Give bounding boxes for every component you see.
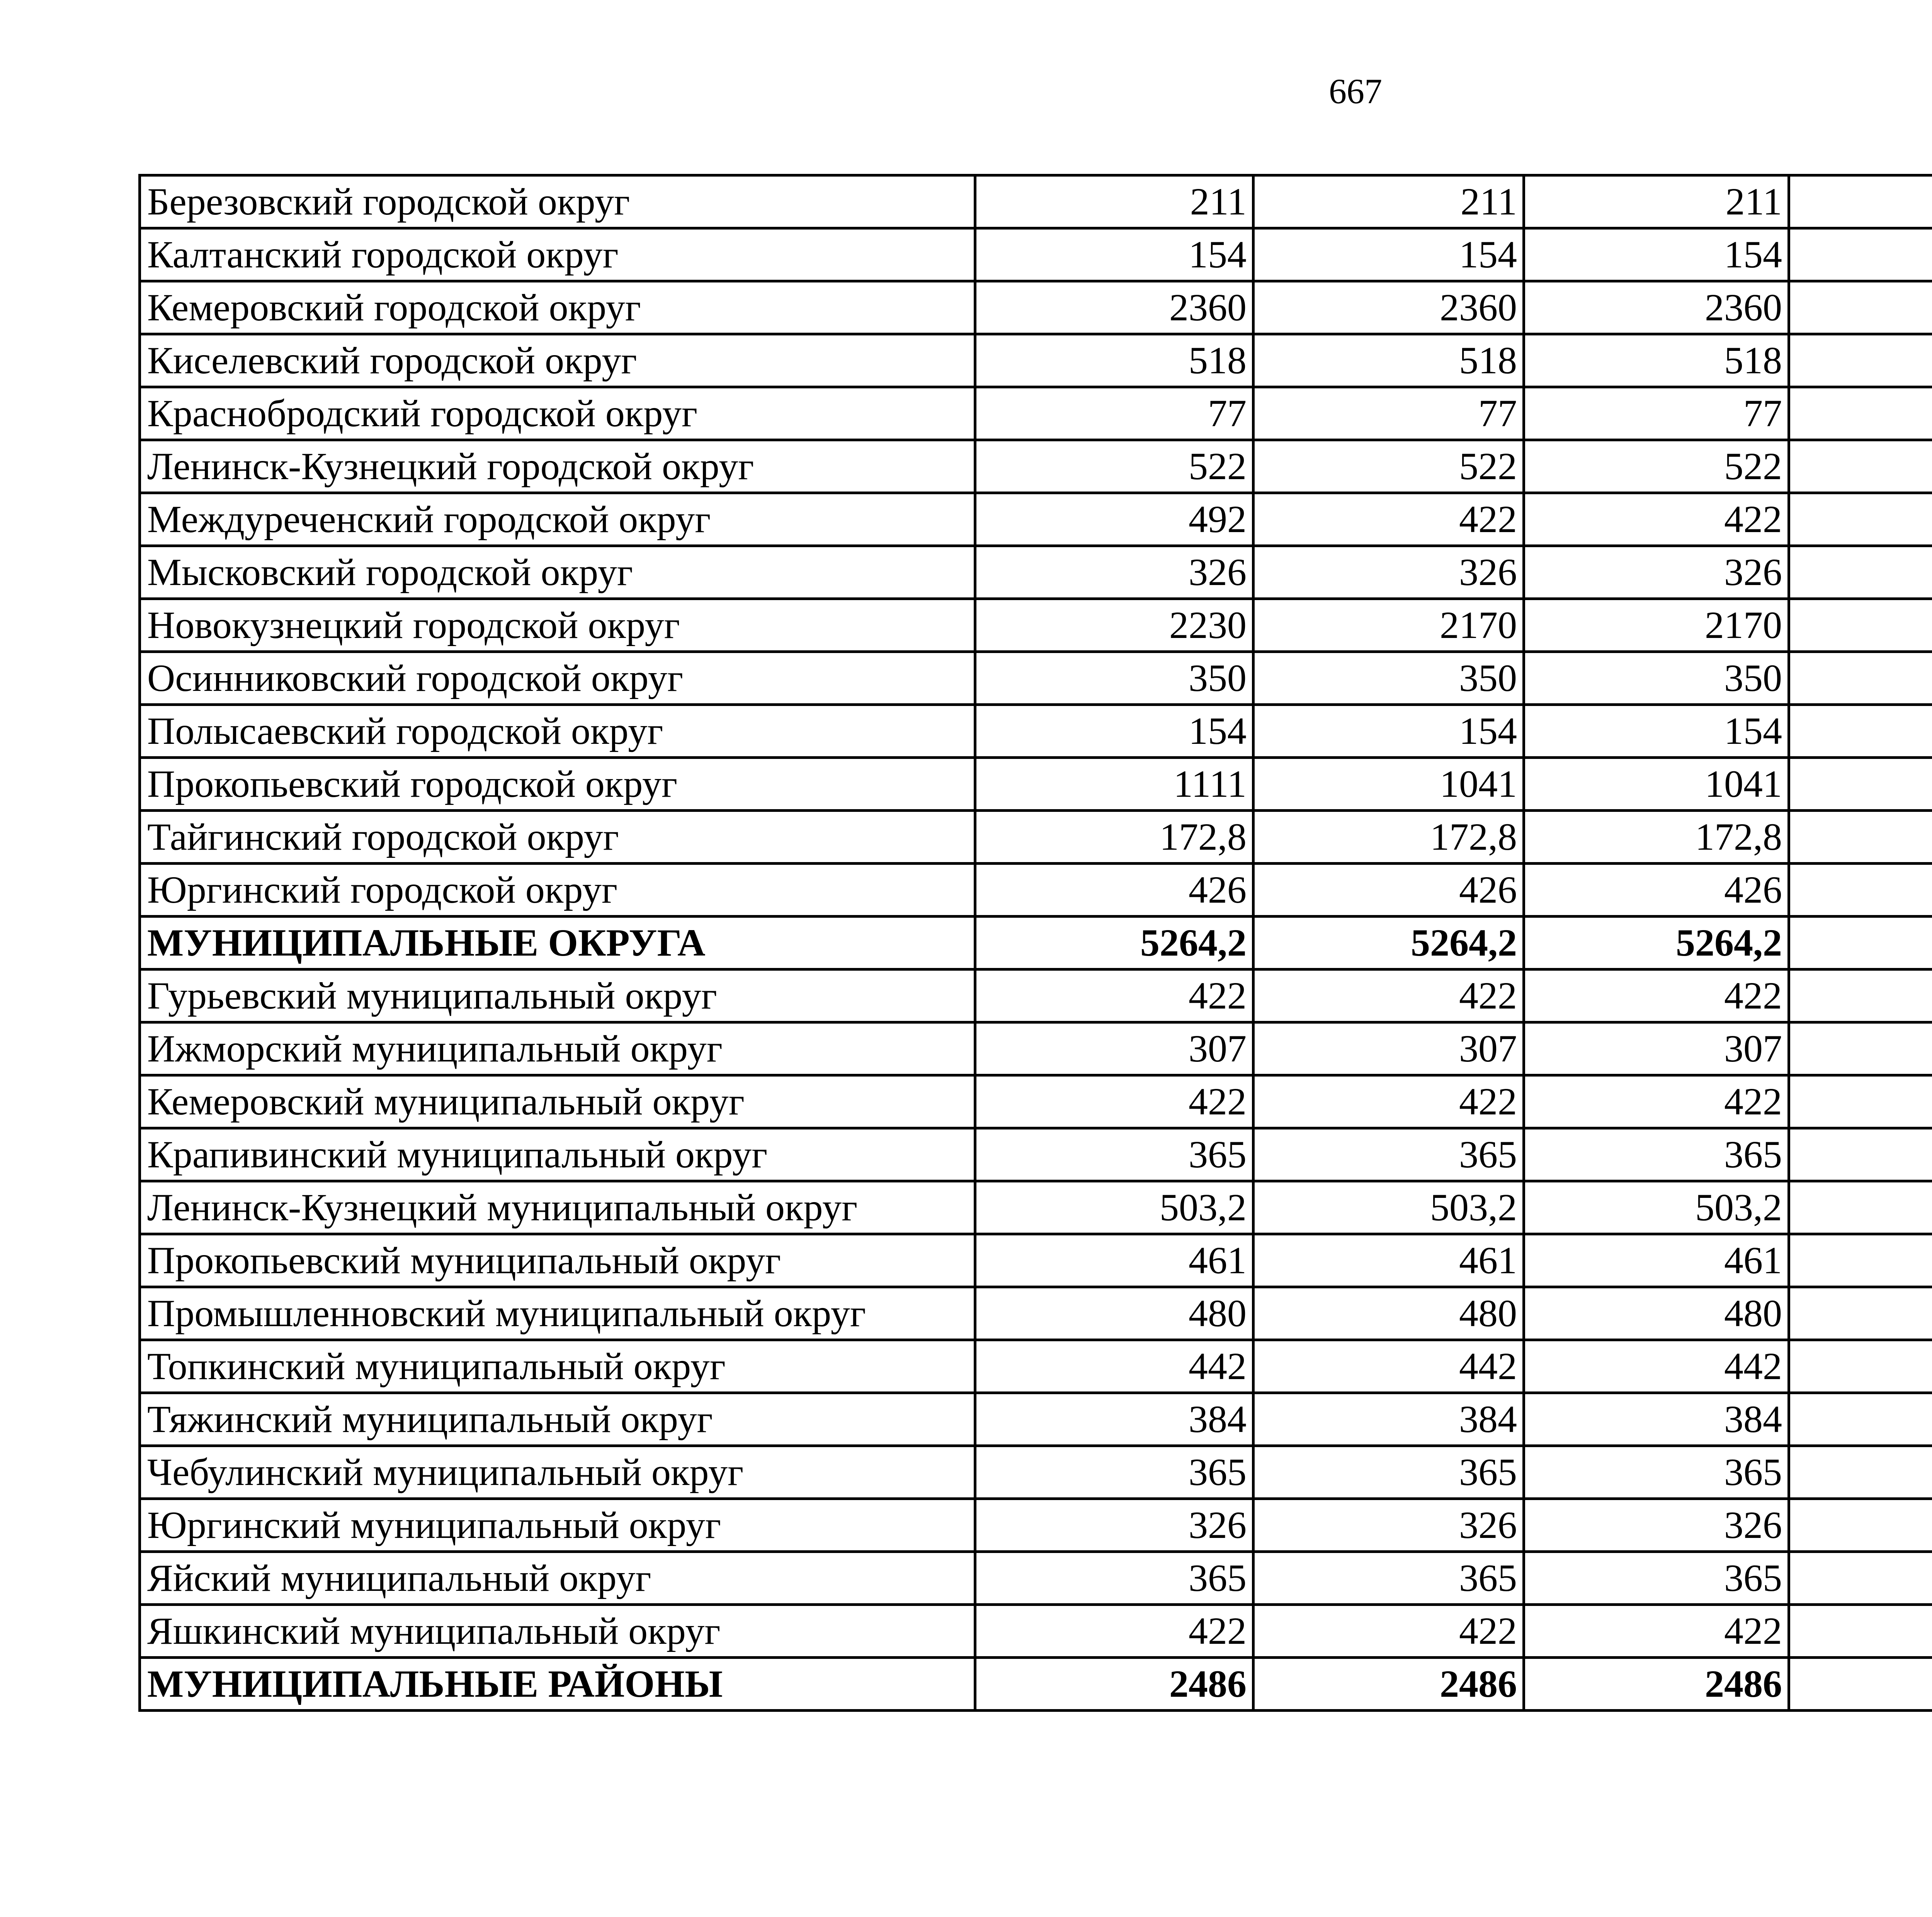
table-row bbox=[140, 334, 1932, 387]
row-name-cell: Юргинский городской округ bbox=[140, 864, 975, 917]
table-row bbox=[140, 175, 1932, 228]
value-cell-col2: 422 bbox=[1253, 1075, 1524, 1128]
value-cell-col3: 480 bbox=[1524, 1287, 1789, 1340]
row-name-cell: Прокопьевский муниципальный округ bbox=[140, 1234, 975, 1287]
row-name-cell: Калтанский городской округ bbox=[140, 228, 975, 281]
value-cell-col3: 2486 bbox=[1524, 1658, 1789, 1711]
table-row bbox=[140, 228, 1932, 281]
value-cell-col2: 172,8 bbox=[1253, 811, 1524, 864]
value-cell-col1: 77 bbox=[975, 387, 1253, 440]
table-row bbox=[140, 970, 1932, 1022]
value-cell-col4 bbox=[1789, 1181, 1932, 1234]
row-name-cell: Осинниковский городской округ bbox=[140, 652, 975, 705]
value-cell-col1: 2360 bbox=[975, 281, 1253, 334]
value-cell-col1: 172,8 bbox=[975, 811, 1253, 864]
value-cell-col4 bbox=[1789, 1234, 1932, 1287]
value-cell-col1: 480 bbox=[975, 1287, 1253, 1340]
row-name-cell: Киселевский городской округ bbox=[140, 334, 975, 387]
value-cell-col1: 211 bbox=[975, 175, 1253, 228]
table-row bbox=[140, 1552, 1932, 1605]
row-name-cell: Кемеровский городской округ bbox=[140, 281, 975, 334]
value-cell-col1: 1111 bbox=[975, 758, 1253, 811]
table-row bbox=[140, 705, 1932, 758]
value-cell-col4 bbox=[1789, 1393, 1932, 1446]
table-row bbox=[140, 1075, 1932, 1128]
value-cell-col1: 326 bbox=[975, 1499, 1253, 1552]
value-cell-col4 bbox=[1789, 811, 1932, 864]
row-name-cell: Чебулинский муниципальный округ bbox=[140, 1446, 975, 1499]
value-cell-col3: 211 bbox=[1524, 175, 1789, 228]
value-cell-col3: 326 bbox=[1524, 546, 1789, 599]
table-row bbox=[140, 758, 1932, 811]
table-total-row bbox=[140, 1658, 1932, 1711]
value-cell-col3: 1041 bbox=[1524, 758, 1789, 811]
row-name-cell: Тяжинский муниципальный округ bbox=[140, 1393, 975, 1446]
value-cell-col2: 5264,2 bbox=[1253, 917, 1524, 970]
value-cell-col2: 365 bbox=[1253, 1552, 1524, 1605]
table-row bbox=[140, 1446, 1932, 1499]
value-cell-col3: 503,2 bbox=[1524, 1181, 1789, 1234]
value-cell-col4 bbox=[1789, 546, 1932, 599]
row-name-cell: Топкинский муниципальный округ bbox=[140, 1340, 975, 1393]
table-row bbox=[140, 1022, 1932, 1075]
value-cell-col3: 365 bbox=[1524, 1552, 1789, 1605]
row-name-cell: Гурьевский муниципальный округ bbox=[140, 970, 975, 1022]
value-cell-col1: 365 bbox=[975, 1552, 1253, 1605]
value-cell-col2: 518 bbox=[1253, 334, 1524, 387]
value-cell-col3: 518 bbox=[1524, 334, 1789, 387]
value-cell-col4 bbox=[1789, 1340, 1932, 1393]
value-cell-col1: 518 bbox=[975, 334, 1253, 387]
value-cell-col3: 326 bbox=[1524, 1499, 1789, 1552]
row-name-cell: Новокузнецкий городской округ bbox=[140, 599, 975, 652]
value-cell-col3: 5264,2 bbox=[1524, 917, 1789, 970]
value-cell-col2: 2170 bbox=[1253, 599, 1524, 652]
value-cell-col3: 442 bbox=[1524, 1340, 1789, 1393]
value-cell-col1: 365 bbox=[975, 1446, 1253, 1499]
table-row bbox=[140, 1287, 1932, 1340]
value-cell-col2: 522 bbox=[1253, 440, 1524, 493]
table-body bbox=[140, 175, 1932, 1711]
value-cell-col4 bbox=[1789, 758, 1932, 811]
value-cell-col3: 77 bbox=[1524, 387, 1789, 440]
value-cell-col3: 154 bbox=[1524, 228, 1789, 281]
value-cell-col1: 307 bbox=[975, 1022, 1253, 1075]
value-cell-col1: 422 bbox=[975, 1075, 1253, 1128]
row-name-cell: Тайгинский городской округ bbox=[140, 811, 975, 864]
value-cell-col2: 2360 bbox=[1253, 281, 1524, 334]
value-cell-col4 bbox=[1789, 1075, 1932, 1128]
table-row bbox=[140, 1234, 1932, 1287]
value-cell-col1: 5264,2 bbox=[975, 917, 1253, 970]
value-cell-col3: 365 bbox=[1524, 1128, 1789, 1181]
table-row bbox=[140, 281, 1932, 334]
value-cell-col2: 365 bbox=[1253, 1446, 1524, 1499]
value-cell-col3: 350 bbox=[1524, 652, 1789, 705]
row-name-cell: Ленинск-Кузнецкий городской округ bbox=[140, 440, 975, 493]
value-cell-col2: 326 bbox=[1253, 546, 1524, 599]
value-cell-col2: 365 bbox=[1253, 1128, 1524, 1181]
table-row bbox=[140, 1499, 1932, 1552]
table-row bbox=[140, 440, 1932, 493]
value-cell-col2: 307 bbox=[1253, 1022, 1524, 1075]
value-cell-col2: 503,2 bbox=[1253, 1181, 1524, 1234]
value-cell-col3: 307 bbox=[1524, 1022, 1789, 1075]
table-row bbox=[140, 493, 1932, 546]
value-cell-col3: 172,8 bbox=[1524, 811, 1789, 864]
value-cell-col1: 2486 bbox=[975, 1658, 1253, 1711]
row-name-cell: Юргинский муниципальный округ bbox=[140, 1499, 975, 1552]
value-cell-col2: 2486 bbox=[1253, 1658, 1524, 1711]
value-cell-col1: 426 bbox=[975, 864, 1253, 917]
value-cell-col4 bbox=[1789, 864, 1932, 917]
row-name-cell: Полысаевский городской округ bbox=[140, 705, 975, 758]
table-row bbox=[140, 652, 1932, 705]
page-number: 667 bbox=[1329, 71, 1382, 111]
value-cell-col2: 350 bbox=[1253, 652, 1524, 705]
row-name-cell: Крапивинский муниципальный округ bbox=[140, 1128, 975, 1181]
value-cell-col2: 1041 bbox=[1253, 758, 1524, 811]
table-row bbox=[140, 546, 1932, 599]
row-name-cell: Мысковский городской округ bbox=[140, 546, 975, 599]
value-cell-col1: 384 bbox=[975, 1393, 1253, 1446]
value-cell-col4 bbox=[1789, 175, 1932, 228]
value-cell-col2: 384 bbox=[1253, 1393, 1524, 1446]
value-cell-col1: 461 bbox=[975, 1234, 1253, 1287]
value-cell-col3: 422 bbox=[1524, 1605, 1789, 1658]
value-cell-col3: 384 bbox=[1524, 1393, 1789, 1446]
value-cell-col1: 503,2 bbox=[975, 1181, 1253, 1234]
value-cell-col2: 154 bbox=[1253, 705, 1524, 758]
value-cell-col4 bbox=[1789, 281, 1932, 334]
value-cell-col4 bbox=[1789, 1658, 1932, 1711]
value-cell-col2: 422 bbox=[1253, 970, 1524, 1022]
value-cell-col3: 422 bbox=[1524, 493, 1789, 546]
value-cell-col4 bbox=[1789, 1022, 1932, 1075]
value-cell-col2: 422 bbox=[1253, 1605, 1524, 1658]
table-row bbox=[140, 1605, 1932, 1658]
table-row bbox=[140, 387, 1932, 440]
value-cell-col1: 2230 bbox=[975, 599, 1253, 652]
value-cell-col3: 426 bbox=[1524, 864, 1789, 917]
row-name-cell: Яйский муниципальный округ bbox=[140, 1552, 975, 1605]
row-name-cell: МУНИЦИПАЛЬНЫЕ РАЙОНЫ bbox=[140, 1658, 975, 1711]
value-cell-col1: 442 bbox=[975, 1340, 1253, 1393]
value-cell-col2: 480 bbox=[1253, 1287, 1524, 1340]
value-cell-col4 bbox=[1789, 1128, 1932, 1181]
value-cell-col3: 365 bbox=[1524, 1446, 1789, 1499]
value-cell-col4 bbox=[1789, 440, 1932, 493]
value-cell-col4 bbox=[1789, 599, 1932, 652]
table-row bbox=[140, 1181, 1932, 1234]
table-row bbox=[140, 599, 1932, 652]
value-cell-col4 bbox=[1789, 1446, 1932, 1499]
row-name-cell: Кемеровский муниципальный округ bbox=[140, 1075, 975, 1128]
value-cell-col2: 422 bbox=[1253, 493, 1524, 546]
row-name-cell: Ленинск-Кузнецкий муниципальный округ bbox=[140, 1181, 975, 1234]
table-row bbox=[140, 811, 1932, 864]
value-cell-col4 bbox=[1789, 387, 1932, 440]
value-cell-col2: 77 bbox=[1253, 387, 1524, 440]
row-name-cell: Междуреченский городской округ bbox=[140, 493, 975, 546]
value-cell-col2: 326 bbox=[1253, 1499, 1524, 1552]
value-cell-col2: 154 bbox=[1253, 228, 1524, 281]
table-row bbox=[140, 864, 1932, 917]
value-cell-col4 bbox=[1789, 1552, 1932, 1605]
value-cell-col3: 2170 bbox=[1524, 599, 1789, 652]
row-name-cell: Прокопьевский городской округ bbox=[140, 758, 975, 811]
value-cell-col2: 442 bbox=[1253, 1340, 1524, 1393]
value-cell-col1: 350 bbox=[975, 652, 1253, 705]
table-row bbox=[140, 1128, 1932, 1181]
value-cell-col4 bbox=[1789, 1287, 1932, 1340]
value-cell-col4 bbox=[1789, 705, 1932, 758]
row-name-cell: Яшкинский муниципальный округ bbox=[140, 1605, 975, 1658]
value-cell-col1: 326 bbox=[975, 546, 1253, 599]
value-cell-col2: 461 bbox=[1253, 1234, 1524, 1287]
value-cell-col3: 522 bbox=[1524, 440, 1789, 493]
row-name-cell: МУНИЦИПАЛЬНЫЕ ОКРУГА bbox=[140, 917, 975, 970]
value-cell-col1: 365 bbox=[975, 1128, 1253, 1181]
value-cell-col1: 492 bbox=[975, 493, 1253, 546]
value-cell-col3: 422 bbox=[1524, 970, 1789, 1022]
value-cell-col4 bbox=[1789, 334, 1932, 387]
row-name-cell: Промышленновский муниципальный округ bbox=[140, 1287, 975, 1340]
value-cell-col4 bbox=[1789, 970, 1932, 1022]
value-cell-col1: 522 bbox=[975, 440, 1253, 493]
row-name-cell: Ижморский муниципальный округ bbox=[140, 1022, 975, 1075]
table-row bbox=[140, 1393, 1932, 1446]
data-table bbox=[138, 174, 1932, 1712]
value-cell-col1: 154 bbox=[975, 705, 1253, 758]
value-cell-col2: 426 bbox=[1253, 864, 1524, 917]
value-cell-col4 bbox=[1789, 228, 1932, 281]
table-row bbox=[140, 1340, 1932, 1393]
value-cell-col4 bbox=[1789, 493, 1932, 546]
value-cell-col1: 422 bbox=[975, 1605, 1253, 1658]
value-cell-col3: 154 bbox=[1524, 705, 1789, 758]
row-name-cell: Березовский городской округ bbox=[140, 175, 975, 228]
value-cell-col3: 461 bbox=[1524, 1234, 1789, 1287]
value-cell-col4 bbox=[1789, 1605, 1932, 1658]
value-cell-col1: 154 bbox=[975, 228, 1253, 281]
value-cell-col4 bbox=[1789, 1499, 1932, 1552]
row-name-cell: Краснобродский городской округ bbox=[140, 387, 975, 440]
value-cell-col1: 422 bbox=[975, 970, 1253, 1022]
value-cell-col2: 211 bbox=[1253, 175, 1524, 228]
value-cell-col3: 2360 bbox=[1524, 281, 1789, 334]
value-cell-col3: 422 bbox=[1524, 1075, 1789, 1128]
value-cell-col4 bbox=[1789, 652, 1932, 705]
value-cell-col4 bbox=[1789, 917, 1932, 970]
table-total-row bbox=[140, 917, 1932, 970]
